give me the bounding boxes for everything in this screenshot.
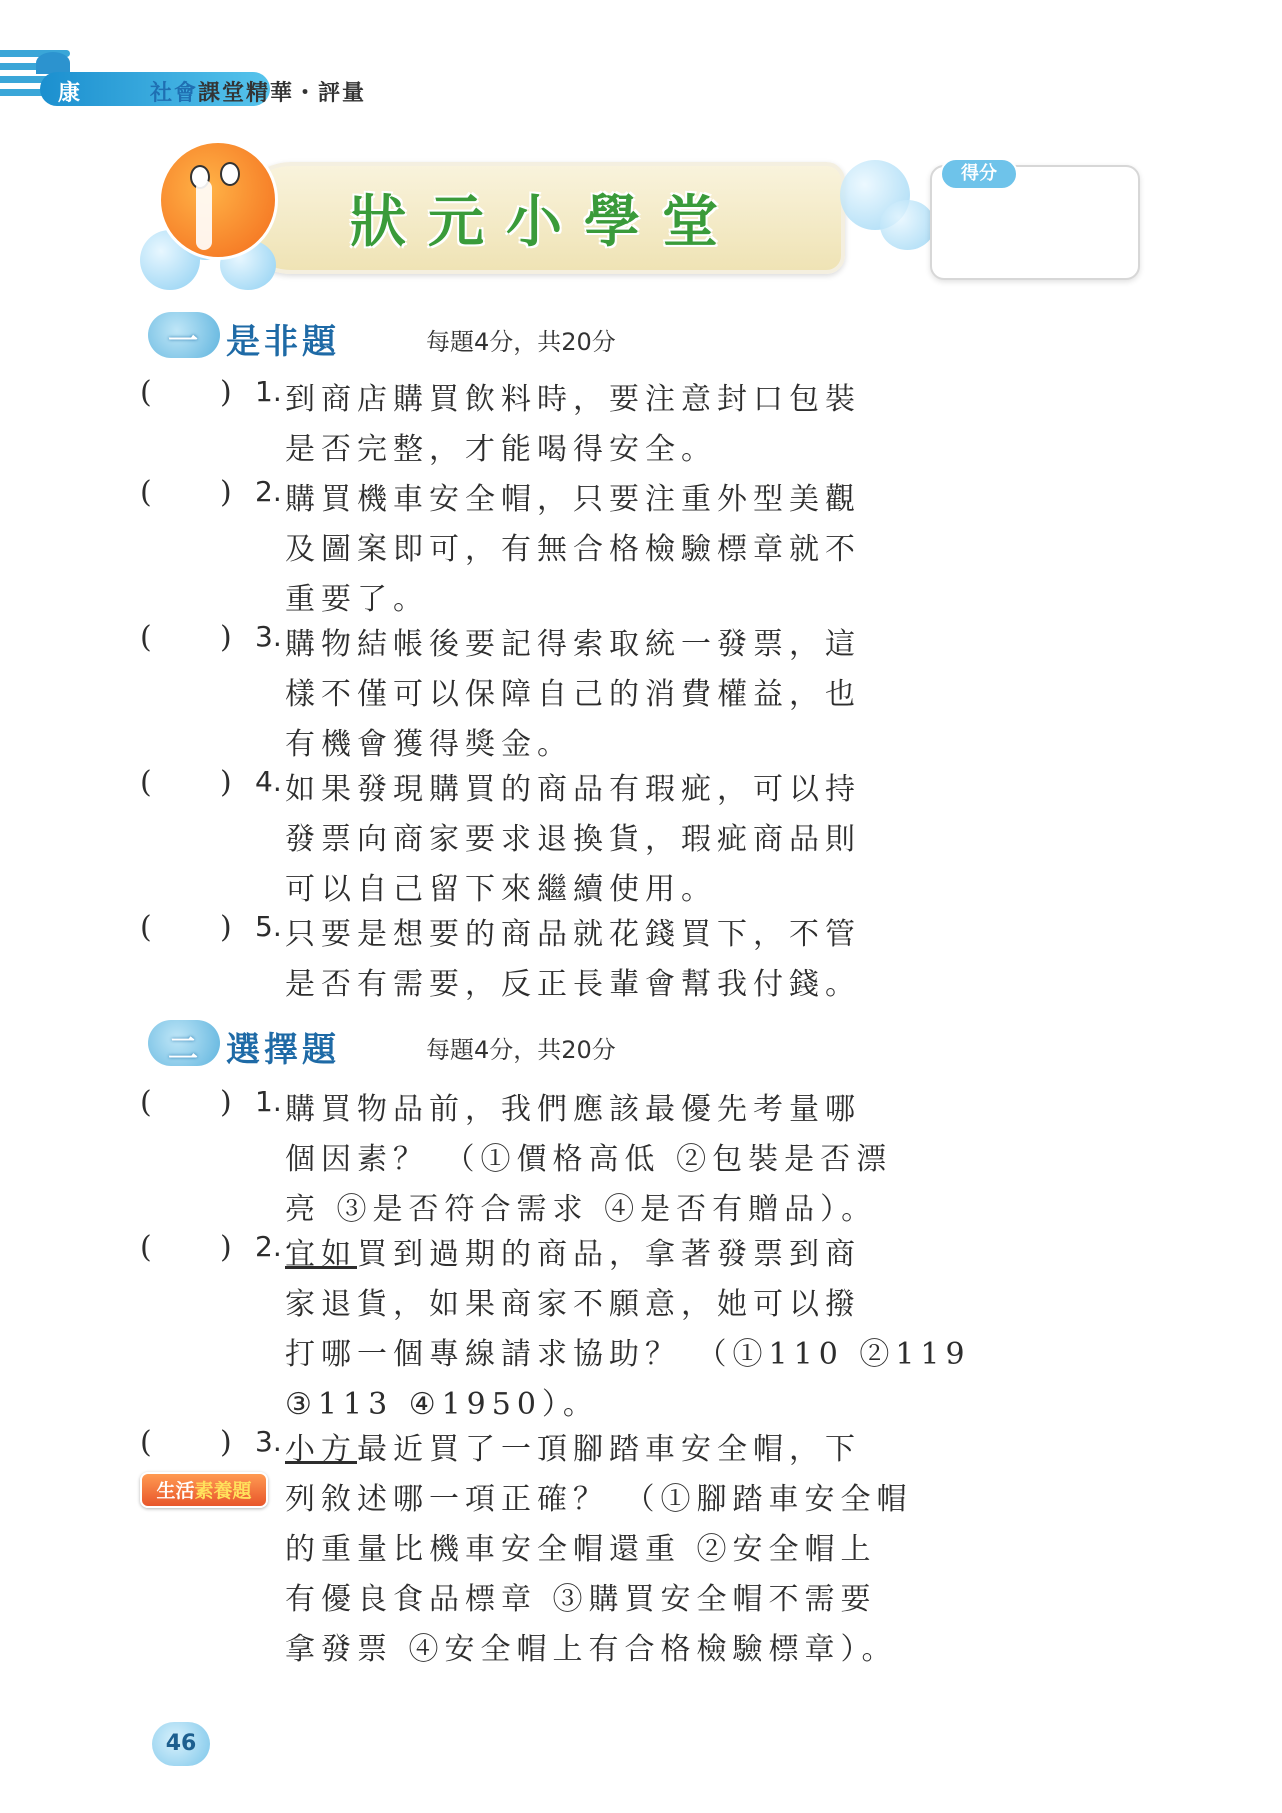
- score-tag: 得分: [940, 158, 1018, 190]
- question-line: 可以自己留下來繼續使用。: [285, 872, 717, 907]
- question-line: 買到過期的商品，拿著發票到商: [357, 1237, 861, 1272]
- question-line: 亮 ③是否符合需求 ④是否有贈品）。: [285, 1192, 878, 1227]
- question-line: 拿發票 ④安全帽上有合格檢驗標章）。: [285, 1632, 898, 1667]
- fish-eye-icon: [220, 162, 240, 186]
- section-number: 一: [168, 324, 198, 359]
- banner-title: 狀元小學堂: [350, 190, 740, 255]
- answer-paren-open[interactable]: (: [140, 475, 152, 510]
- answer-paren-open[interactable]: (: [140, 375, 152, 410]
- answer-paren-close: ): [220, 1085, 232, 1120]
- section-title: 選擇題: [226, 1030, 340, 1070]
- section-score: 每題4分，共20分: [426, 1036, 616, 1064]
- question-line: 及圖案即可，有無合格檢驗標章就不: [285, 532, 861, 567]
- header-title: [150, 76, 366, 107]
- question-line: 家退貨，如果商家不願意，她可以撥: [285, 1287, 861, 1322]
- question-number: 2.: [255, 1230, 282, 1263]
- question-line: 購買機車安全帽，只要注重外型美觀: [285, 482, 861, 517]
- question-line: 到商店購買飲料時，要注意封口包裝: [285, 382, 861, 417]
- question-line: 如果發現購買的商品有瑕疵，可以持: [285, 772, 861, 807]
- answer-paren-open[interactable]: (: [140, 1230, 152, 1265]
- life-literacy-tag: [140, 1472, 268, 1508]
- question-line: 有優良食品標章 ③購買安全帽不需要: [285, 1582, 877, 1617]
- question-line: 最近買了一頂腳踏車安全帽，下: [357, 1432, 861, 1467]
- answer-paren-open[interactable]: (: [140, 765, 152, 800]
- question-number: 5.: [255, 910, 282, 943]
- question-line: ③113 ④1950）。: [285, 1387, 599, 1422]
- question-line: 是否完整，才能喝得安全。: [285, 432, 717, 467]
- question-number: 3.: [255, 1425, 282, 1458]
- question-line: 只要是想要的商品就花錢買下，不管: [285, 917, 861, 952]
- answer-paren-open[interactable]: (: [140, 620, 152, 655]
- answer-paren-open[interactable]: (: [140, 910, 152, 945]
- section-number: 二: [168, 1032, 198, 1067]
- question-number: 1.: [255, 375, 282, 408]
- whale-icon: [36, 52, 70, 74]
- person-name: 宜如: [285, 1237, 357, 1272]
- fish-stripe: [196, 180, 212, 250]
- question-line: 重要了。: [285, 582, 429, 617]
- life-tag-b: 素養題: [194, 1480, 252, 1502]
- answer-paren-open[interactable]: (: [140, 1425, 152, 1460]
- page-number: 46: [152, 1722, 210, 1766]
- question-number: 4.: [255, 765, 282, 798]
- header-title-b: 課堂精華・評量: [198, 81, 367, 106]
- question-line: 打哪一個專線請求協助？ （①110 ②119: [285, 1337, 971, 1372]
- question-line: 樣不僅可以保障自己的消費權益，也: [285, 677, 861, 712]
- clownfish-icon: [158, 140, 278, 260]
- answer-paren-open[interactable]: (: [140, 1085, 152, 1120]
- answer-paren-close: ): [220, 910, 232, 945]
- header-title-a: 社會: [150, 81, 199, 106]
- section-title: 是非題: [226, 322, 340, 362]
- question-line: 購物結帳後要記得索取統一發票，這: [285, 627, 861, 662]
- question-number: 3.: [255, 620, 282, 653]
- question-line: 個因素？ （①價格高低 ②包裝是否漂: [285, 1142, 893, 1177]
- section-score: 每題4分，共20分: [426, 328, 616, 356]
- answer-paren-close: ): [220, 475, 232, 510]
- question-line: 購買物品前，我們應該最優先考量哪: [285, 1092, 861, 1127]
- question-line: 有機會獲得獎金。: [285, 727, 573, 762]
- question-line: 是否有需要，反正長輩會幫我付錢。: [285, 967, 861, 1002]
- question-line: 發票向商家要求退換貨，瑕疵商品則: [285, 822, 861, 857]
- answer-paren-close: ): [220, 1230, 232, 1265]
- life-tag-a: 生活: [156, 1480, 195, 1502]
- answer-paren-close: ): [220, 375, 232, 410]
- answer-paren-close: ): [220, 765, 232, 800]
- question-number: 1.: [255, 1085, 282, 1118]
- question-line: 列敘述哪一項正確？ （①腳踏車安全帽: [285, 1482, 913, 1517]
- question-line: 的重量比機車安全帽還重 ②安全帽上: [285, 1532, 877, 1567]
- question-number: 2.: [255, 475, 282, 508]
- person-name: 小方: [285, 1432, 357, 1467]
- answer-paren-close: ): [220, 1425, 232, 1460]
- answer-paren-close: ): [220, 620, 232, 655]
- header-subject: 康: [58, 81, 81, 106]
